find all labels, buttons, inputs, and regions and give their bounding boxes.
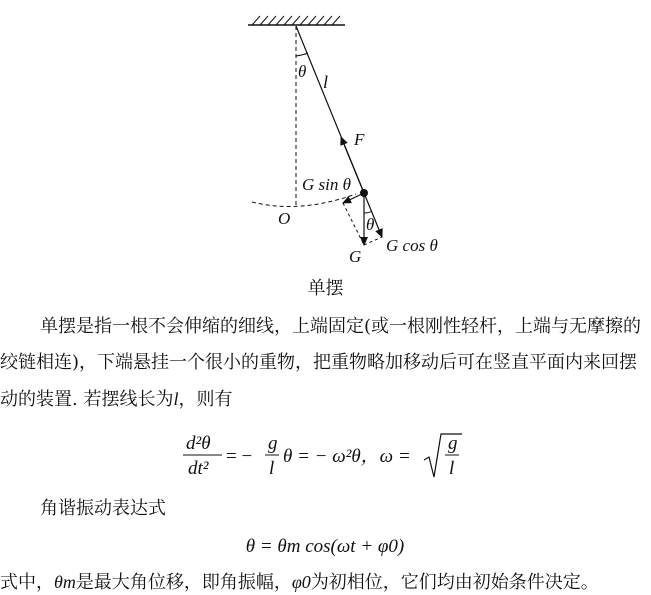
paragraph-intro <box>0 309 646 418</box>
paragraph-harmonic: 角谐振动表达式 <box>40 498 166 519</box>
eq1-frac-num: g <box>268 433 278 454</box>
gsin-arrow <box>343 193 364 203</box>
label-G: G <box>349 247 362 266</box>
equation-2 <box>0 528 651 562</box>
paragraph-intro-end: ，则有 <box>178 389 233 410</box>
top-angle-arc <box>296 53 308 56</box>
label-theta-top: θ <box>298 62 307 81</box>
var-phi0: φ0 <box>291 572 311 592</box>
bob-angle-arc <box>364 211 372 213</box>
label-F: F <box>354 130 365 149</box>
def-end: 为初相位，它们均由初始条件决定。 <box>310 572 599 593</box>
decomp-dash-2 <box>364 237 382 245</box>
label-G-sin: G sin θ <box>302 175 351 194</box>
var-l: l <box>173 389 179 409</box>
eq1-sqrt-den: l <box>449 458 455 479</box>
decomp-dash-1 <box>343 203 364 245</box>
eq1-sqrt-num: g <box>448 433 458 454</box>
label-G-cos: G cos θ <box>386 236 438 255</box>
label-l: l <box>323 72 329 92</box>
label-O: O <box>278 209 291 228</box>
figure-caption: 单摆 <box>307 278 344 299</box>
label-theta-mid: θ <box>366 215 375 234</box>
eq1-eq: = − <box>226 446 253 467</box>
paragraph-definitions <box>0 568 599 594</box>
eq1-frac-den: l <box>269 458 275 479</box>
eq1-rhs: θ = − ω²θ，ω = <box>283 446 411 467</box>
ceiling-hatch <box>252 16 340 25</box>
swing-arc <box>252 194 356 207</box>
paragraph-intro-text: 单摆是指一根不会伸缩的细线，上端固定(或一根刚性轻杆，上端与无摩擦的绞链相连)，下端悬挂一个很小的重物，把重物略加移动后可在竖直平面内来回摆动的装置. 若摆线长为 <box>0 316 642 410</box>
def-lead: 式中， <box>0 572 54 593</box>
eq2-text: θ = θm cos(ωt + φ0) <box>245 536 405 557</box>
equation-1 <box>0 432 651 482</box>
eq1-lhs-den: dt² <box>188 458 209 479</box>
var-theta-m: θm <box>54 572 76 592</box>
def-mid: 是最大角位移，即角振幅， <box>75 572 292 593</box>
eq1-lhs-num: d²θ <box>186 433 211 454</box>
